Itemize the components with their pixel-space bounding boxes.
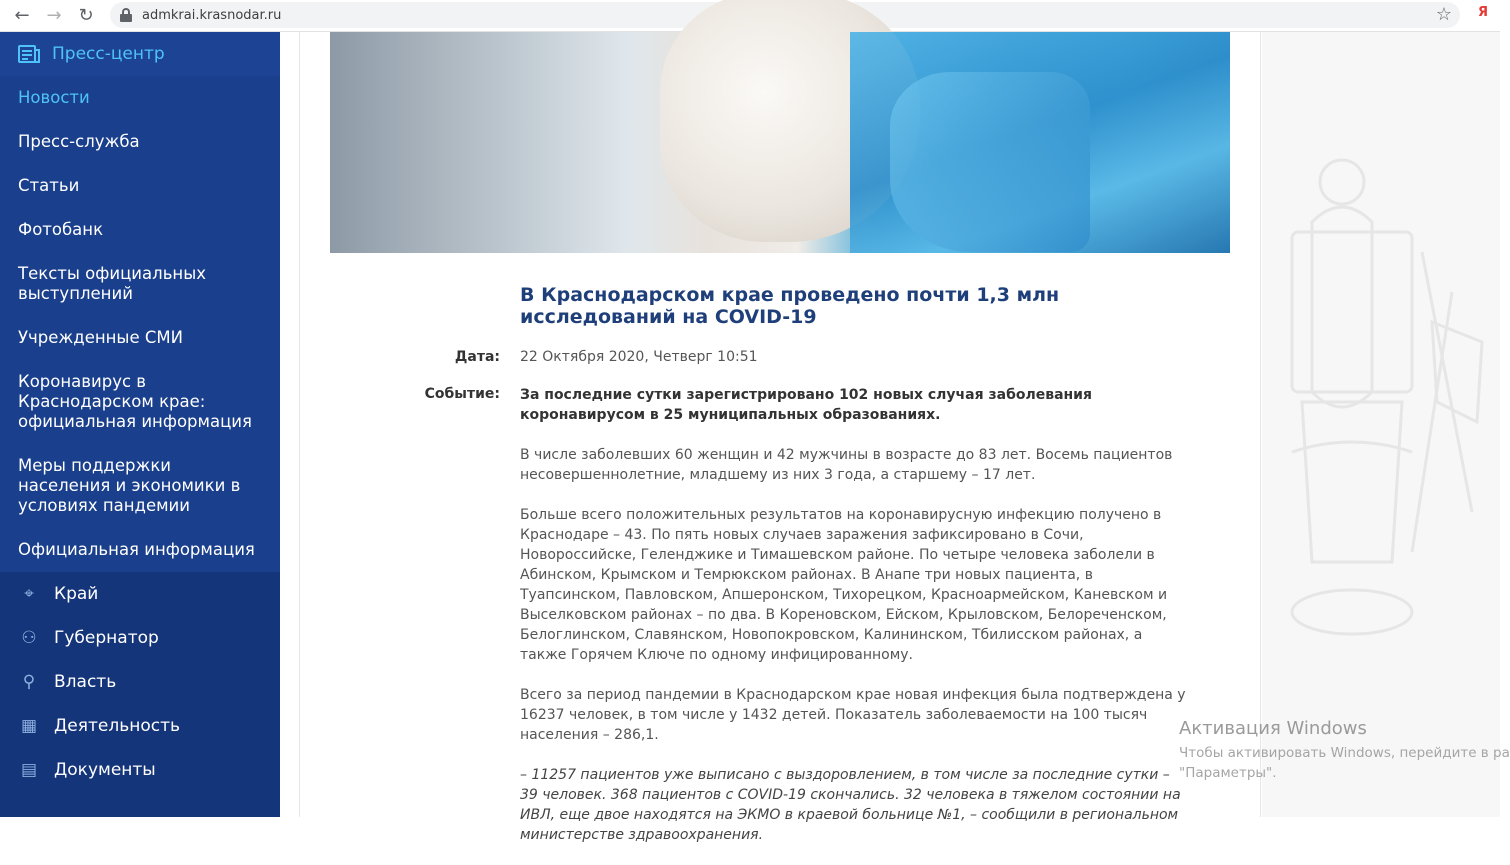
sidebar-item-activity[interactable] <box>0 704 280 748</box>
press-center-icon <box>18 44 40 64</box>
authority-icon: ⚲ <box>22 672 36 692</box>
date-label: Дата: <box>454 349 500 365</box>
page-background <box>1262 32 1500 817</box>
sidebar-item-authority[interactable] <box>0 660 280 704</box>
sidebar-item-label: Документы <box>54 760 156 780</box>
governor-icon: ⚇ <box>21 628 37 648</box>
date-value: 22 Октября 2020, Четверг 10:51 <box>520 349 758 365</box>
url-text: admkrai.krasnodar.ru <box>142 7 282 23</box>
article-paragraph: Больше всего положительных результатов на коронавирусную инфекцию получено в Краснодаре – 43. По пять новых случаев заражения зафиксировано в Сочи, Новороссийске, Геленджике и Тимашевском районе. По четыре человека заболели в Абинском, Крымском и Темрюкском районах. В Анапе три новых пациента, в Туапсинском, Павловском, Апшеронском, Тихорецком, Красноармейском, Каневском и Выселковском районах – по два. В Кореновском, Ейском, Крыловском, Белореченском, Белоглинском, Славянском, Новопокровском, Калининском, Тбилисском районах, а также Горячем Ключе по одному инфицированному. <box>520 507 1168 663</box>
yandex-icon[interactable]: Я <box>1477 5 1488 20</box>
windows-activation-watermark <box>1179 718 1510 783</box>
sidebar-item-press-center[interactable] <box>0 32 280 76</box>
sidebar-subitem-official-info[interactable]: Официальная информация <box>18 540 255 559</box>
watermark-line: "Параметры". <box>1179 765 1277 781</box>
event-label: Событие: <box>424 386 500 402</box>
article-paragraph: В числе заболевших 60 женщин и 42 мужчины в возрасте до 83 лет. Восемь пациентов несовершеннолетние, младшему из них 3 года, а старшему – 17 лет. <box>520 447 1173 483</box>
sidebar <box>0 32 280 817</box>
reload-button[interactable]: ↻ <box>78 5 94 26</box>
sidebar-item-label: Пресс-центр <box>52 44 165 64</box>
region-icon: ⌖ <box>24 584 34 604</box>
sidebar-submenu <box>0 76 280 572</box>
sidebar-subitem-support-measures[interactable]: Меры поддержки населения и экономики в условиях пандемии <box>18 456 241 515</box>
article-panel <box>299 32 1261 843</box>
sidebar-main-menu <box>0 572 280 792</box>
coat-of-arms-icon <box>1272 92 1492 692</box>
documents-icon: ▤ <box>20 760 38 780</box>
article-body <box>520 385 1190 865</box>
watermark-line: Чтобы активировать Windows, перейдите в ра <box>1179 745 1510 761</box>
sidebar-item-region[interactable] <box>0 572 280 616</box>
sidebar-item-label: Деятельность <box>54 716 180 736</box>
article-title: В Краснодарском крае проведено почти 1,3 млн исследований на COVID-19 <box>520 284 1060 328</box>
sidebar-subitem-articles[interactable]: Статьи <box>18 176 80 195</box>
back-button[interactable]: ← <box>14 5 30 26</box>
article-lead: За последние сутки зарегистрировано 102 новых случая заболевания коронавирусом в 25 муниципальных образованиях. <box>520 387 1092 423</box>
sidebar-subitem-press-service[interactable]: Пресс-служба <box>18 132 140 151</box>
activity-icon: ▦ <box>20 716 38 736</box>
sidebar-subitem-photobank[interactable]: Фотобанк <box>18 220 104 239</box>
lock-icon <box>120 8 132 22</box>
article-quote: – 11257 пациентов уже выписано с выздоровлением, в том числе за последние сутки – 39 человек. 368 пациентов с COVID-19 скончались. 32 человека в тяжелом состоянии на ИВЛ, еще двое находятся на ЭКМО в краевой больнице №1, – сообщили в региональном министерстве здравоохранения. <box>520 767 1181 843</box>
gown-fold-shape <box>890 72 1090 252</box>
bookmark-star-icon[interactable]: ☆ <box>1435 4 1452 25</box>
forward-button[interactable]: → <box>46 5 62 26</box>
sidebar-subitem-coronavirus[interactable]: Коронавирус в Краснодарском крае: официальная информация <box>18 372 252 431</box>
sidebar-item-label: Власть <box>54 672 117 692</box>
watermark-title: Активация Windows <box>1179 718 1367 739</box>
article-paragraph: Всего за период пандемии в Краснодарском крае новая инфекция была подтверждена у 16237 человек, в том числе у 1432 детей. Показатель заболеваемости на 100 тысяч населения – 286,1. <box>520 687 1186 743</box>
sidebar-subitem-media[interactable]: Учрежденные СМИ <box>18 328 183 347</box>
article-photo <box>330 32 1230 253</box>
sidebar-item-label: Край <box>54 584 99 604</box>
sidebar-subitem-news[interactable]: Новости <box>18 88 90 107</box>
sidebar-item-documents[interactable] <box>0 748 280 792</box>
sidebar-item-label: Губернатор <box>54 628 159 648</box>
sidebar-item-governor[interactable] <box>0 616 280 660</box>
sidebar-subitem-speeches[interactable]: Тексты официальных выступлений <box>18 264 206 303</box>
